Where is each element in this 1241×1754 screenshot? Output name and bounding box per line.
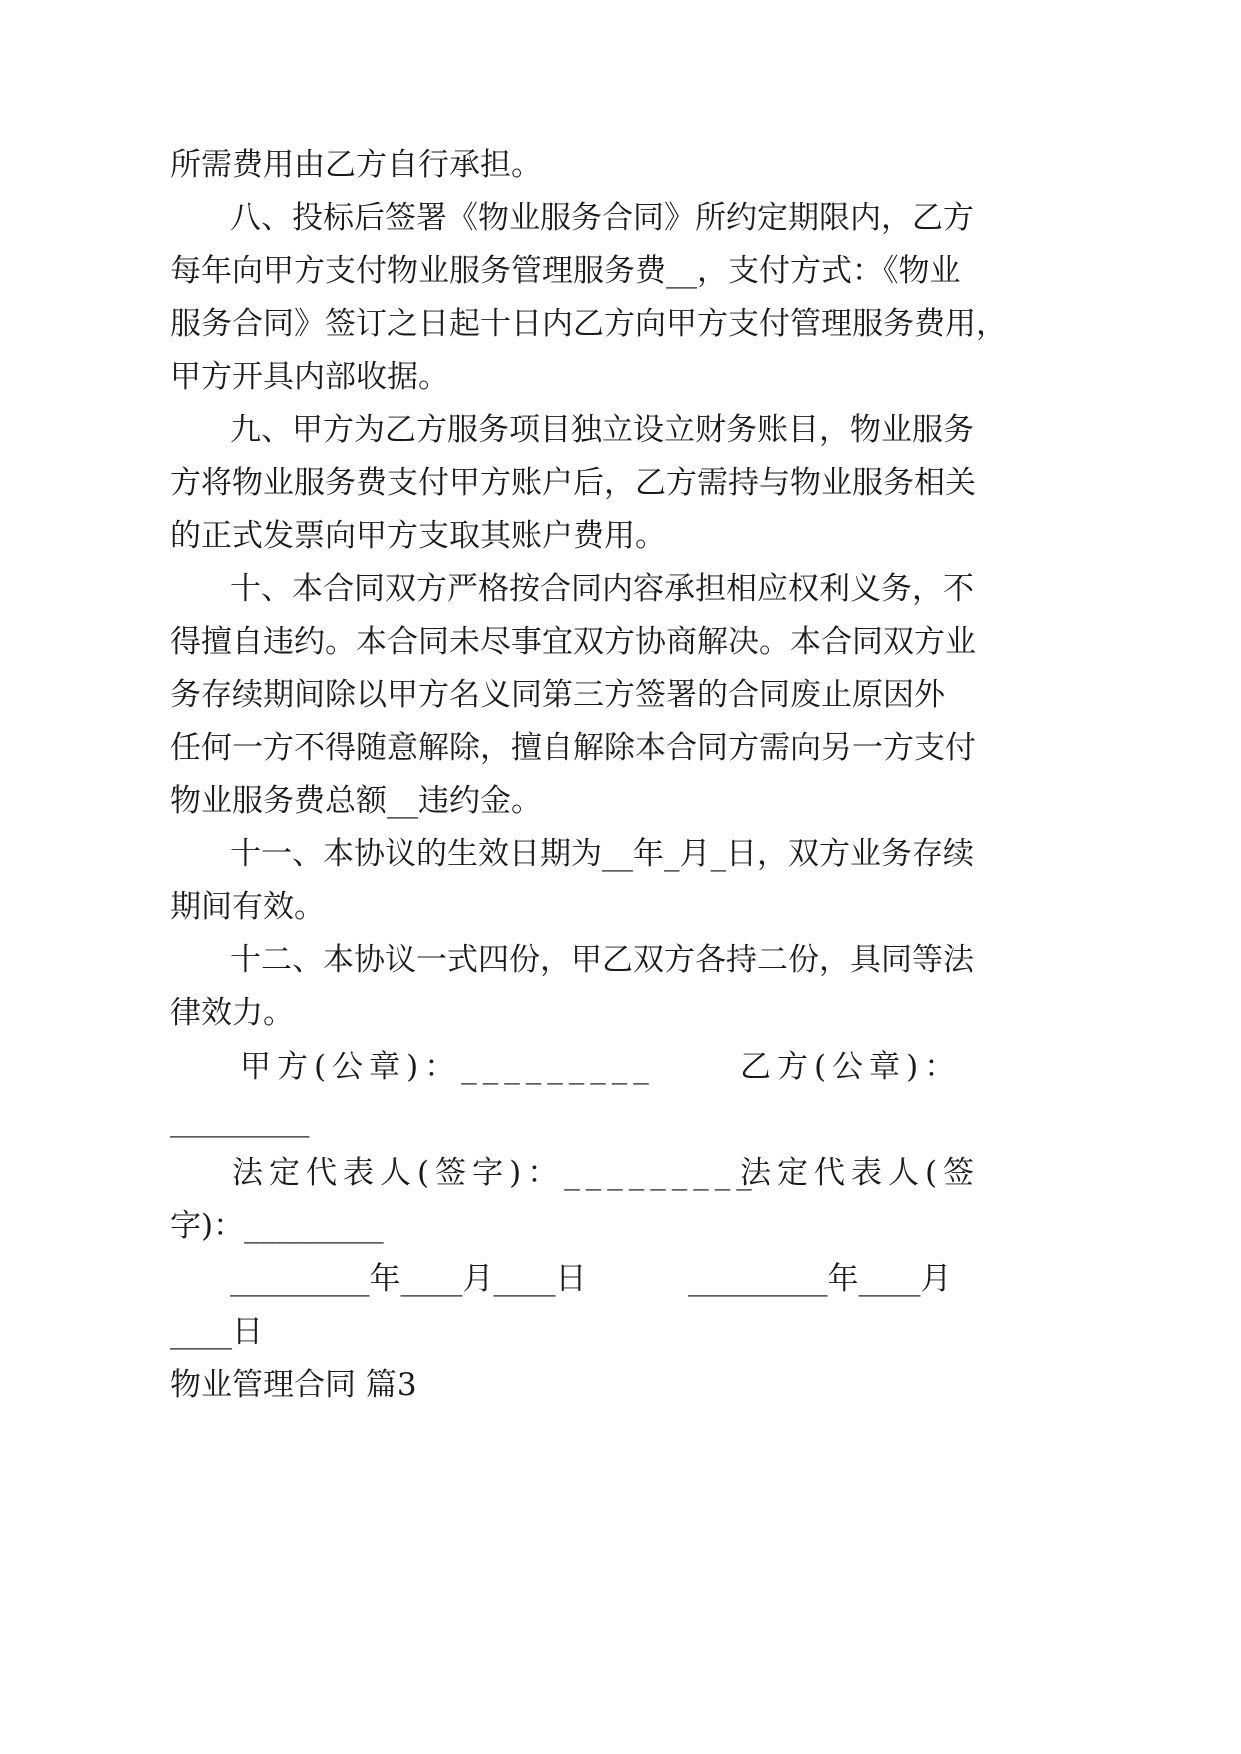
paragraph-line [0,188,1241,248]
paragraph-line [0,824,1241,884]
paragraph-line [0,135,1241,195]
text-line: 任何一方不得随意解除，擅自解除本合同方需向另一方支付 [170,730,976,766]
party-a-date: _________年____月____日 [230,1261,587,1297]
signature-line [0,1143,1241,1203]
paragraph-line [0,983,1241,1043]
party-b-seal-blank: _________ [170,1102,310,1138]
text-line: 务存续期间除以甲方名义同第三方签署的合同废止原因外 [170,677,945,713]
party-b-date-cont: ____日 [170,1314,263,1350]
text-line: 十二、本协议一式四份，甲乙双方各持二份，具同等法 [230,942,974,978]
text-line: 律效力。 [170,995,294,1031]
text-line: 方将物业服务费支付甲方账户后，乙方需持与物业服务相关 [170,465,976,501]
section-title-line [0,1355,1241,1415]
paragraph-line [0,665,1241,725]
paragraph-line [0,771,1241,831]
text-line: 八、投标后签署《物业服务合同》所约定期限内，乙方 [230,200,974,236]
signature-line [0,1196,1241,1256]
signature-line [0,1090,1241,1150]
party-b-representative-cont: 字)：_________ [170,1208,384,1244]
date-line [0,1249,1241,1309]
text-line: 十一、本协议的生效日期为__年_月_日，双方业务存续 [230,836,974,872]
text-line: 期间有效。 [170,889,325,925]
paragraph-line [0,294,1241,354]
signature-line [0,1037,1241,1097]
party-b-seal: 乙方(公章)： [740,1049,962,1085]
paragraph-line [0,506,1241,566]
text-line: 九、甲方为乙方服务项目独立设立财务账目，物业服务 [230,412,974,448]
paragraph-line [0,877,1241,937]
text-line: 十、本合同双方严格按合同内容承担相应权利义务，不 [230,571,974,607]
next-section-title: 物业管理合同 篇3 [170,1367,417,1403]
text-line: 甲方开具内部收据。 [170,359,449,395]
text-line: 得擅自违约。本合同未尽事宜双方协商解决。本合同双方业 [170,624,976,660]
paragraph-line [0,612,1241,672]
party-b-representative: 法定代表人(签 [740,1155,981,1191]
text-line: 服务合同》签订之日起十日内乙方向甲方支付管理服务费用， [170,306,1007,342]
text-line: 每年向甲方支付物业服务管理服务费__，支付方式：《物业 [170,253,961,289]
party-a-seal: 甲方(公章)：_________ [240,1049,655,1085]
paragraph-line [0,453,1241,513]
paragraph-line [0,559,1241,619]
text-line: 物业服务费总额__违约金。 [170,783,542,819]
paragraph-line [0,400,1241,460]
paragraph-line [0,241,1241,301]
text-line: 所需费用由乙方自行承担。 [170,147,542,183]
paragraph-line [0,930,1241,990]
paragraph-line [0,718,1241,778]
party-b-date: _________年____月 [688,1261,952,1297]
paragraph-line [0,347,1241,407]
date-line [0,1302,1241,1362]
party-a-representative: 法定代表人(签字)：_________ [232,1155,758,1191]
text-line: 的正式发票向甲方支取其账户费用。 [170,518,666,554]
